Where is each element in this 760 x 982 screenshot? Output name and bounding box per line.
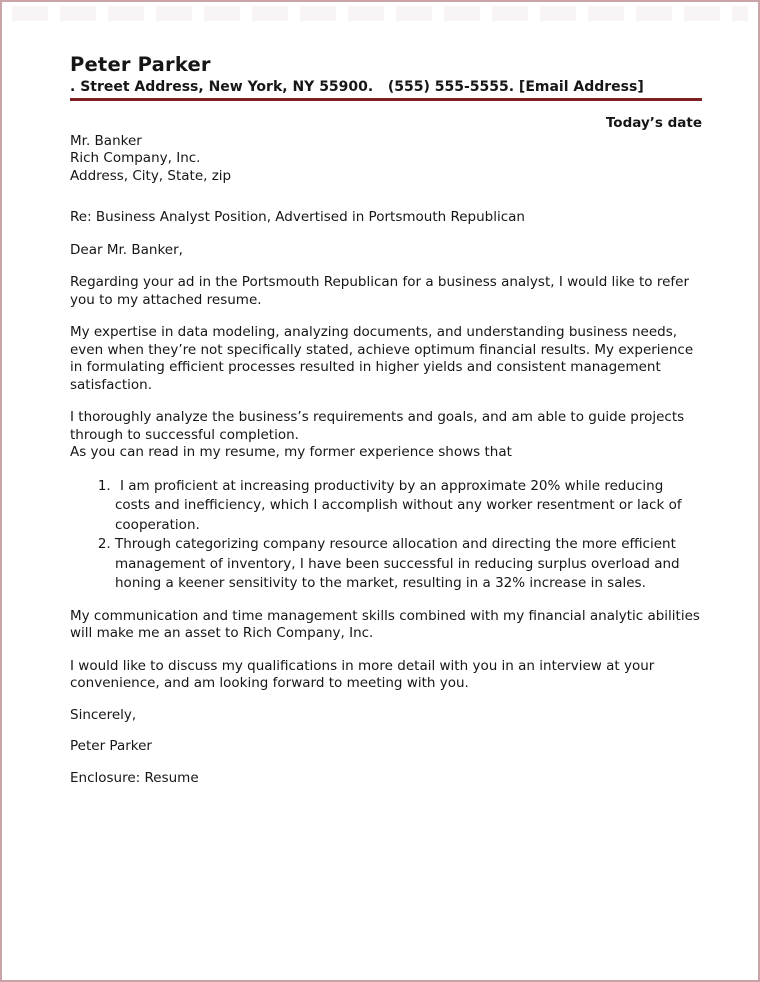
applicant-name: Peter Parker: [70, 53, 211, 76]
paragraph-interview: I would like to discuss my qualifications in more detail with you in an interview at your convenience, and am looking forward to meeting with you.: [70, 657, 655, 691]
signature-name: Peter Parker: [70, 738, 152, 754]
salutation: Dear Mr. Banker,: [70, 241, 183, 258]
paragraph-expertise: My expertise in data modeling, analyzing documents, and understanding business needs, even when they’re not specifically stated, achieve optimum financial results. My experience in formulating efficient processes resulted in higher yields and consistent management satisfaction.: [70, 324, 694, 393]
list-item-inventory-text: Through categorizing company resource allocation and directing the more efficient management of inventory, I have been successful in reducing surplus overload and honing a keener sensitivity to the market, resulting in a 32% increase in sales.: [115, 536, 680, 591]
header-rule: [70, 98, 702, 101]
paragraph-intro: Regarding your ad in the Portsmouth Republican for a business analyst, I would like to refer you to my attached resume.: [70, 274, 690, 308]
closing: Sincerely,: [70, 706, 137, 723]
list-item-productivity-text: I am proficient at increasing productivity by an approximate 20% while reducing costs and inefficiency, which I accomplish without any worker resentment or lack of cooperation.: [115, 477, 682, 533]
letter-content: [2, 52, 758, 787]
recipient-name: Mr. Banker: [70, 132, 142, 149]
date-line: Today’s date: [605, 115, 702, 131]
achievements-list: [70, 477, 702, 594]
paragraph-analysis-line1: I thoroughly analyze the business’s requirements and goals, and am able to guide projects through to successful completion.: [70, 409, 685, 443]
recipient-address: Address, City, State, zip: [70, 167, 232, 184]
list-item-inventory: [115, 535, 702, 594]
recipient-company: Rich Company, Inc.: [70, 150, 201, 166]
enclosure-note: Enclosure: Resume: [70, 769, 199, 786]
subject-line: Re: Business Analyst Position, Advertised in Portsmouth Republican: [70, 209, 525, 225]
paragraph-analysis-line2: As you can read in my resume, my former experience shows that: [70, 444, 512, 460]
watermark-strip: [12, 6, 748, 21]
contact-line: . Street Address, New York, NY 55900. (555) 555-5555. [Email Address]: [70, 79, 644, 95]
paragraph-skills: My communication and time management skills combined with my financial analytic abilities will make me an asset to Rich Company, Inc.: [70, 607, 700, 641]
paragraph-analysis: [70, 409, 702, 462]
list-item-productivity: [115, 477, 702, 536]
recipient-block: [70, 133, 702, 186]
